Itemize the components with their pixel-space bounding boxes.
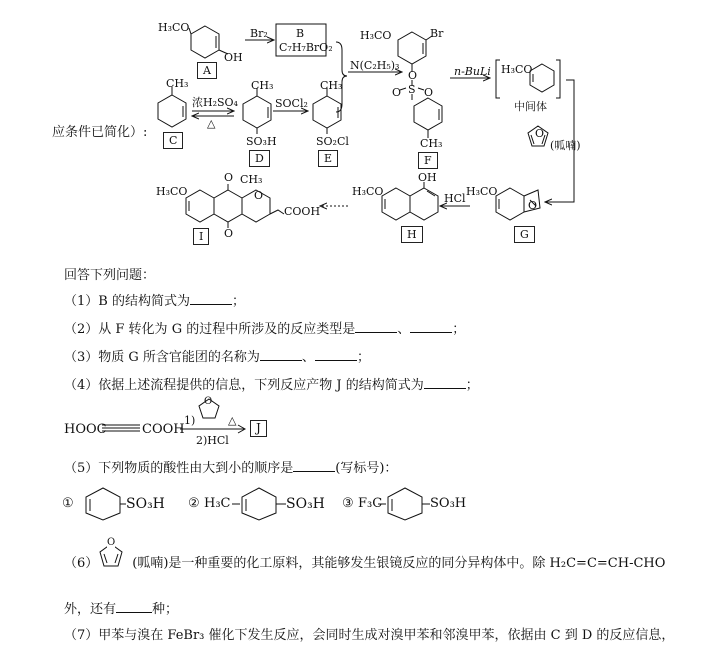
q6-furan-oxygen: O bbox=[107, 537, 116, 548]
E-methyl: CH₃ bbox=[320, 79, 343, 92]
reagent-net3: N(C₂H₅)₃ bbox=[350, 59, 400, 72]
F-oxo-left: O bbox=[392, 86, 402, 99]
I-methyl: CH₃ bbox=[240, 173, 263, 186]
ring-I-mid bbox=[214, 190, 242, 222]
cond-step2: 2)HCl bbox=[196, 434, 229, 447]
label-I: I bbox=[193, 228, 209, 245]
answer-blank[interactable] bbox=[190, 304, 232, 305]
q5-item-2-num: ② bbox=[188, 496, 200, 511]
label-A: A bbox=[197, 62, 217, 79]
question-1: （1）B 的结构简式为 ； bbox=[64, 294, 245, 309]
I-carboxyl: COOH bbox=[284, 205, 321, 218]
F-oxygen: O bbox=[408, 69, 418, 82]
ring-H-right bbox=[410, 188, 438, 220]
H-hydroxy: OH bbox=[418, 171, 437, 184]
A-hydroxy: OH bbox=[224, 51, 243, 64]
label-D: D bbox=[249, 150, 270, 167]
q4-furan-oxygen: O bbox=[204, 396, 213, 407]
answer-blank[interactable] bbox=[260, 360, 302, 361]
q5-item-3-num: ③ bbox=[342, 496, 354, 511]
bracket-right bbox=[556, 60, 560, 98]
ring-F-bottom bbox=[414, 98, 442, 130]
intro-text: 回答下列问题： bbox=[64, 268, 156, 283]
q5-item-2-pre: H₃C bbox=[204, 496, 231, 511]
q5-item-2-ring bbox=[232, 486, 286, 522]
q4-arrow bbox=[180, 424, 248, 434]
q5-item-3-pre: F₃C bbox=[358, 496, 383, 511]
reagent-h2so4: 浓H₂SO₄ bbox=[192, 96, 238, 109]
E-so2cl: SO₂Cl bbox=[316, 135, 349, 148]
q5-item-3-group: SO₃H bbox=[430, 496, 467, 511]
reagent-br2: Br₂ bbox=[250, 27, 268, 40]
ring-mid bbox=[530, 64, 554, 92]
label-F: F bbox=[418, 152, 438, 169]
G-bridge-oxygen: O bbox=[528, 199, 538, 212]
answer-blank[interactable] bbox=[410, 332, 452, 333]
ring-F-top bbox=[398, 32, 426, 64]
reactant-cooh: COOH bbox=[142, 422, 185, 437]
ring-D bbox=[243, 96, 271, 128]
I-oxo-bottom: O bbox=[224, 227, 234, 240]
F-methoxy: H₃CO bbox=[360, 29, 392, 42]
reagent-nbuli: n-BuLi bbox=[454, 65, 491, 78]
triple-bond bbox=[100, 420, 142, 436]
bracket-left bbox=[496, 60, 500, 98]
A-methoxy: H₃CO bbox=[158, 21, 190, 34]
reactant-hooc: HOOC bbox=[64, 422, 107, 437]
furan-name: (呱喃) bbox=[550, 139, 581, 152]
label-J: J bbox=[250, 420, 267, 437]
question-6: （6） (呱喃)是一种重要的化工原料，其能够发生银镜反应的同分异构体中。除 H₂C=C=CH-CHO bbox=[64, 556, 666, 571]
G-methoxy: H₃CO bbox=[466, 185, 498, 198]
mid-methoxy: H₃CO bbox=[501, 63, 533, 76]
ring-H-left bbox=[382, 188, 410, 220]
F-oxo-right: O bbox=[424, 86, 434, 99]
label-G: G bbox=[514, 226, 535, 243]
D-so3h: SO₃H bbox=[246, 135, 277, 148]
question-7: （7）甲苯与溴在 FeBr₃ 催化下发生反应，会同时生成对溴甲苯和邻溴甲苯，依据由 C 到 D 的反应信息， bbox=[64, 628, 675, 643]
q5-item-2-group: SO₃H bbox=[286, 496, 325, 512]
label-E: E bbox=[318, 150, 338, 167]
label-B: B bbox=[296, 27, 305, 40]
reagent-delta: △ bbox=[207, 117, 216, 130]
question-4: （4）依据上述流程提供的信息，下列反应产物 J 的结构简式为 ； bbox=[64, 378, 479, 393]
answer-blank[interactable] bbox=[424, 388, 466, 389]
q5-item-3-ring bbox=[378, 486, 430, 522]
F-methyl: CH₃ bbox=[420, 137, 443, 150]
C-methyl: CH₃ bbox=[166, 77, 189, 90]
ring-C bbox=[158, 95, 186, 127]
mid-label: 中间体 bbox=[514, 100, 547, 113]
brace bbox=[336, 42, 347, 112]
label-C: C bbox=[163, 132, 183, 149]
answer-blank[interactable] bbox=[355, 332, 397, 333]
question-5: （5）下列物质的酸性由大到小的顺序是 (写标号)： bbox=[64, 461, 398, 476]
answer-blank[interactable] bbox=[293, 471, 335, 472]
I-methoxy: H₃CO bbox=[156, 185, 188, 198]
answer-blank[interactable] bbox=[116, 612, 152, 613]
I-ring-oxygen: O bbox=[254, 189, 264, 202]
question-3: （3）物质 G 所含官能团的名称为 、 ； bbox=[64, 350, 370, 365]
formula-B: C₇H₇BrO₂ bbox=[279, 41, 333, 54]
ring-G bbox=[496, 188, 524, 220]
ring-I-left bbox=[186, 190, 214, 222]
q5-item-1-group: SO₃H bbox=[126, 496, 165, 512]
label-H: H bbox=[401, 226, 423, 243]
cond-delta: △ bbox=[228, 414, 237, 427]
D-methyl: CH₃ bbox=[251, 79, 274, 92]
q5-item-1-num: ① bbox=[62, 496, 74, 511]
furan-oxygen: O bbox=[535, 127, 545, 140]
q5-item-1-ring bbox=[80, 486, 126, 522]
H-methoxy: H₃CO bbox=[352, 185, 384, 198]
question-2: （2）从 F 转化为 G 的过程中所涉及的反应类型是 、 ； bbox=[64, 322, 466, 337]
I-oxo-top: O bbox=[224, 171, 234, 184]
ring-A bbox=[191, 26, 219, 58]
side-note: 应条件已简化）: bbox=[52, 125, 148, 140]
answer-blank[interactable] bbox=[315, 360, 357, 361]
F-bromo: Br bbox=[430, 27, 444, 40]
reagent-hcl: HCl bbox=[444, 192, 466, 205]
F-sulfur: S bbox=[408, 83, 416, 96]
reagent-socl2: SOCl₂ bbox=[275, 97, 308, 110]
question-6-cont: 外，还有 种； bbox=[64, 602, 179, 617]
cond-step1: 1) bbox=[184, 414, 196, 427]
